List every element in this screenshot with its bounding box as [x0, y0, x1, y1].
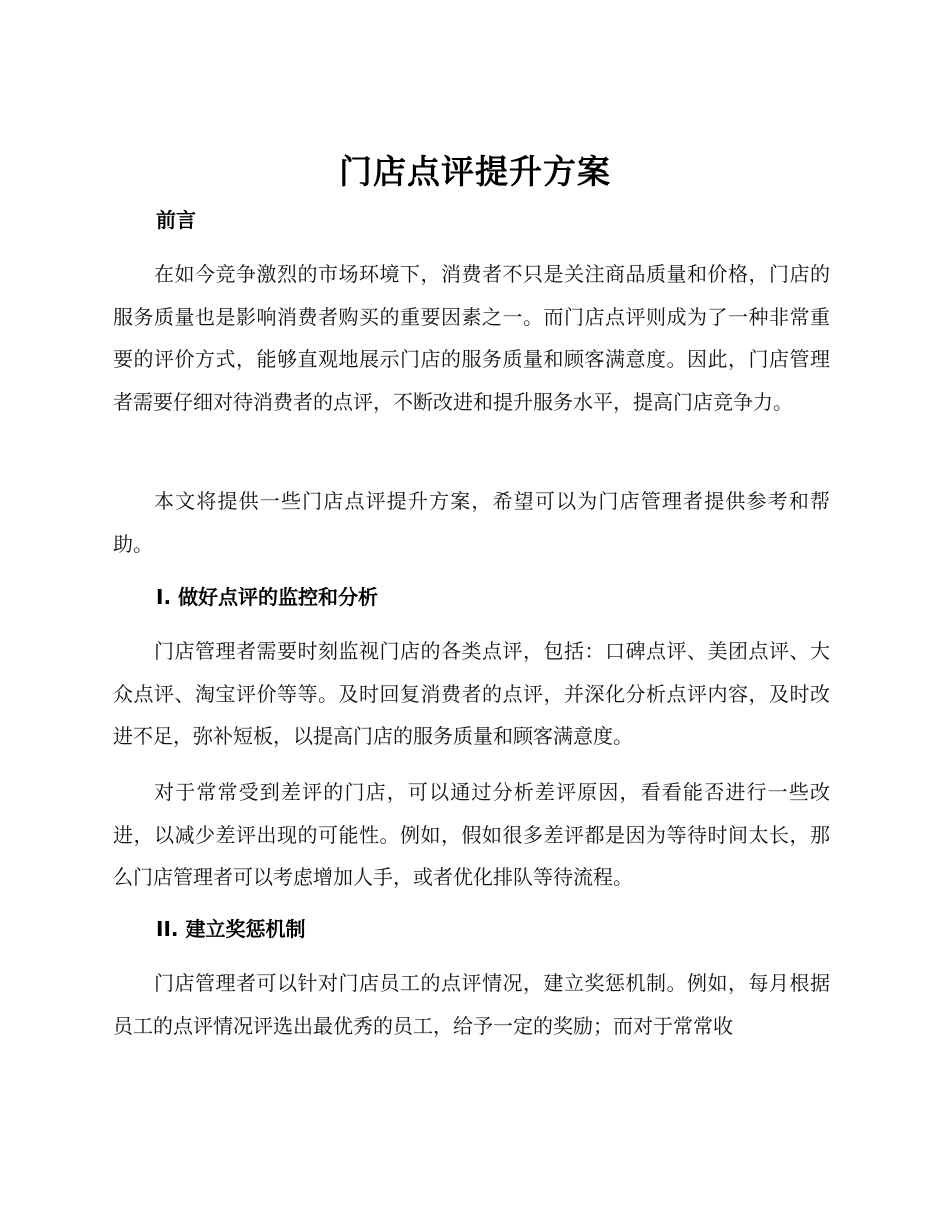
preface-paragraph-2: 本文将提供一些门店点评提升方案，希望可以为门店管理者提供参考和帮助。 — [113, 489, 830, 556]
section-heading-preface: 前言 — [156, 208, 196, 232]
section-heading-incentives: II. 建立奖惩机制 — [156, 917, 306, 941]
monitoring-paragraph-2: 对于常常受到差评的门店，可以通过分析差评原因，看看能否进行一些改进，以减少差评出现的可能性。例如，假如很多差评都是因为等待时间太长，那么门店管理者可以考虑增加人手，或者优化排队等待流程。 — [113, 780, 830, 889]
incentives-paragraph-1: 门店管理者可以针对门店员工的点评情况，建立奖惩机制。例如，每月根据员工的点评情况评选出最优秀的员工，给予一定的奖励；而对于常常收 — [113, 971, 830, 1038]
preface-paragraph-1: 在如今竞争激烈的市场环境下，消费者不只是关注商品质量和价格，门店的服务质量也是影响消费者购买的重要因素之一。而门店点评则成为了一种非常重要的评价方式，能够直观地展示门店的服务质量和顾客满意度。因此，门店管理者需要仔细对待消费者的点评，不断改进和提升服务水平，提高门店竞争力。 — [113, 262, 830, 414]
document-title: 门店点评提升方案 — [339, 152, 611, 191]
section-heading-monitoring: I. 做好点评的监控和分析 — [156, 585, 379, 609]
monitoring-paragraph-1: 门店管理者需要时刻监视门店的各类点评，包括：口碑点评、美团点评、大众点评、淘宝评价等等。及时回复消费者的点评，并深化分析点评内容，及时改进不足，弥补短板，以提高门店的服务质量和顾客满意度。 — [113, 639, 830, 748]
